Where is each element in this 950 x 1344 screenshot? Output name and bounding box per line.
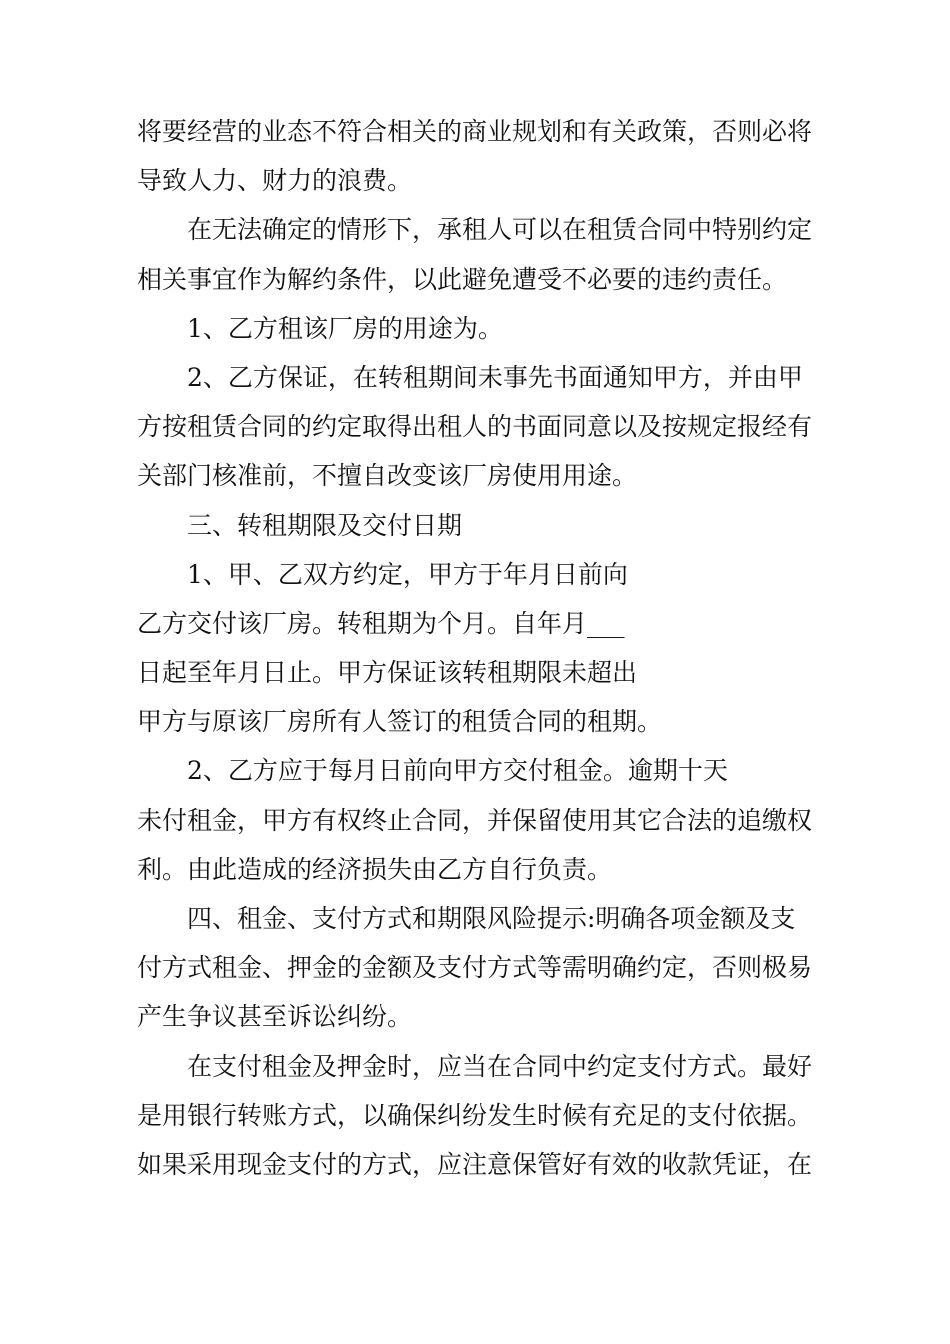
text-line: 方按租赁合同的约定取得出租人的书面同意以及按规定报经有 xyxy=(137,412,813,442)
text-line: 关部门核准前，不擅自改变该厂房使用用途。 xyxy=(137,461,638,491)
text-line: 2、乙方保证，在转租期间未事先书面通知甲方，并由甲 xyxy=(187,362,803,392)
text-line: 产生争议甚至诉讼纠纷。 xyxy=(137,1002,413,1032)
text-line: 付方式租金、押金的金额及支付方式等需明确约定，否则极易 xyxy=(137,953,813,983)
text-line: 2、乙方应于每月日前向甲方交付租金。逾期十天 xyxy=(187,756,728,786)
text-line: 相关事宜作为解约条件，以此避免遭受不必要的违约责任。 xyxy=(137,264,788,294)
text-line: 日起至年月日止。甲方保证该转租期限未超出 xyxy=(137,658,638,688)
text-line: 是用银行转账方式，以确保纠纷发生时候有充足的支付依据。 xyxy=(137,1100,813,1130)
text-line: 三、转租期限及交付日期 xyxy=(187,510,463,540)
text-line: 将要经营的业态不符合相关的商业规划和有关政策，否则必将 xyxy=(137,117,813,146)
text-line: 乙方交付该厂房。转租期为个月。自年月___ xyxy=(137,608,625,638)
text-line: 四、租金、支付方式和期限风险提示:明确各项金额及支 xyxy=(187,904,796,933)
text-line: 1、乙方租该厂房的用途为。 xyxy=(187,313,503,343)
text-line: 1、甲、乙双方约定，甲方于年月日前向 xyxy=(187,559,628,589)
text-line: 在无法确定的情形下，承租人可以在租赁合同中特别约定 xyxy=(187,215,813,245)
text-line: 甲方与原该厂房所有人签订的租赁合同的租期。 xyxy=(137,707,663,737)
text-line: 利。由此造成的经济损失由乙方自行负责。 xyxy=(137,854,613,884)
text-line: 在支付租金及押金时，应当在合同中约定支付方式。最好 xyxy=(187,1051,813,1081)
text-line: 导致人力、财力的浪费。 xyxy=(137,166,413,196)
text-line: 如果采用现金支付的方式，应注意保管好有效的收款凭证，在 xyxy=(137,1149,813,1179)
document-body xyxy=(137,107,837,1189)
text-line: 未付租金，甲方有权终止合同，并保留使用其它合法的追缴权 xyxy=(137,805,813,835)
